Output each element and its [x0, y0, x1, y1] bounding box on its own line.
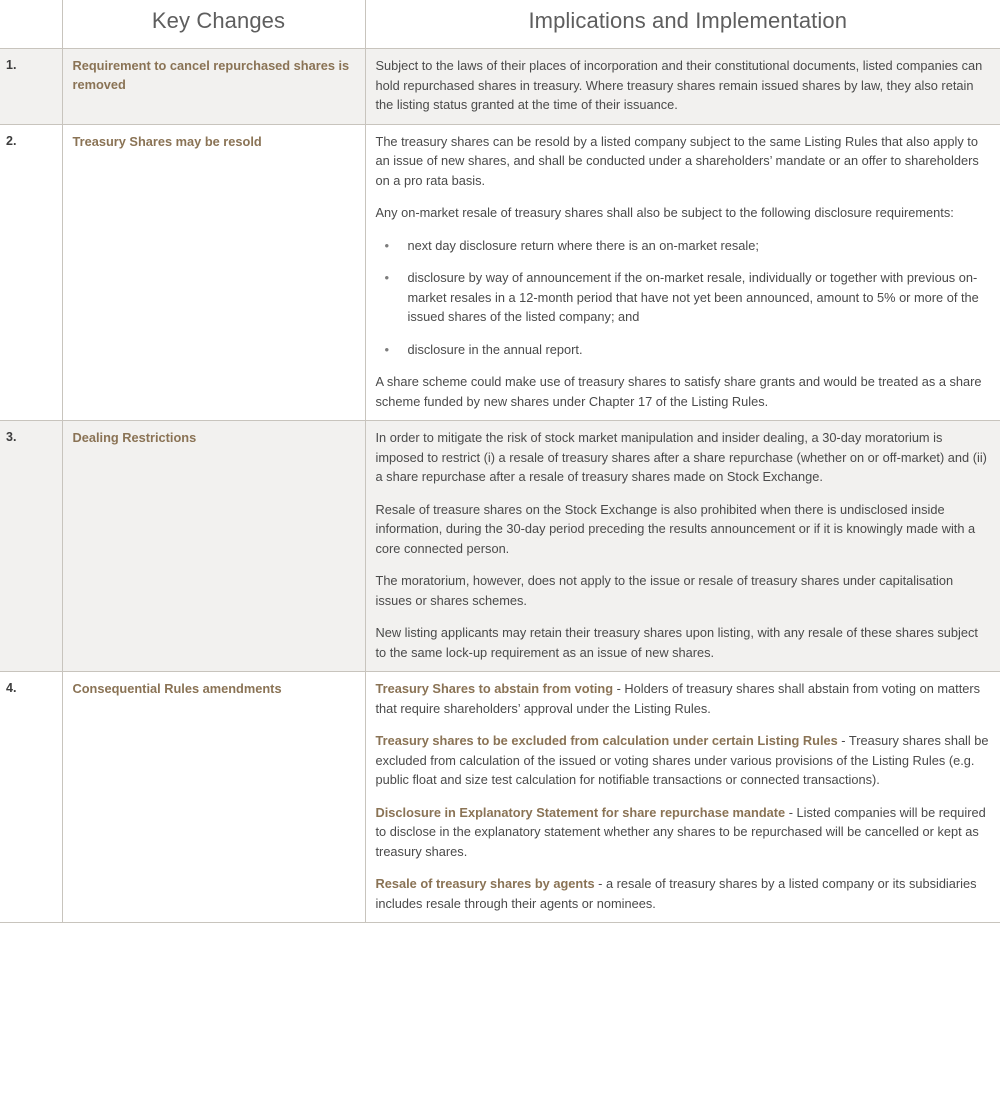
- header-number-column: [0, 0, 62, 49]
- paragraph: The treasury shares can be resold by a listed company subject to the same Listing Rules that also apply to an issue of new shares, and shall be conducted under a shareholders’ mandate or an offer to shareholders on a pro rata basis.: [375, 133, 979, 188]
- row-implications-cell: [365, 672, 1000, 923]
- lead-body-text: - Treasury shares shall be excluded from calculation of the issued or voting shares under various provisions of the Listing Rules (e.g. public float and size test calculation for notifiable transactions or connected transactions).: [375, 733, 989, 787]
- header-implications-label: Implications and Implementation: [528, 8, 848, 33]
- list-item-text: disclosure in the annual report.: [407, 341, 583, 357]
- row-key-change-cell: [62, 672, 365, 923]
- row-key-change-text: Treasury Shares may be resold: [72, 133, 262, 149]
- bullet-icon: •: [384, 270, 390, 285]
- lead-paragraph: [376, 731, 993, 790]
- bullet-list: [376, 236, 993, 360]
- lead-body-text: - Listed companies will be required to disclose in the explanatory statement whether any shares to be repurchased will be cancelled or kept as treasury shares.: [375, 804, 986, 859]
- list-item: [376, 340, 993, 360]
- paragraph: New listing applicants may retain their treasury shares upon listing, with any resale of these shares subject to the same lock-up requirement as an issue of new shares.: [375, 625, 978, 660]
- header-row: [0, 0, 1000, 49]
- table-header: [0, 0, 1000, 49]
- bullet-icon: •: [384, 237, 390, 253]
- row-key-change-text: Dealing Restrictions: [72, 430, 197, 445]
- header-key-changes-label: Key Changes: [151, 8, 286, 33]
- paragraph: A share scheme could make use of treasury shares to satisfy share grants and would be treated as a share scheme funded by new shares under Chapter 17 of the Listing Rules.: [375, 374, 982, 409]
- header-implications-column: [365, 0, 1000, 49]
- header-key-changes-column: [62, 0, 365, 49]
- lead-label: Treasury Shares to abstain from voting: [375, 681, 614, 696]
- lead-paragraph: [376, 803, 993, 862]
- row-implications-cell: [365, 124, 1000, 421]
- lead-paragraph: [376, 874, 993, 913]
- paragraph: The moratorium, however, does not apply to the issue or resale of treasury shares under capitalisation issues or shares schemes.: [375, 573, 954, 608]
- paragraph: Subject to the laws of their places of incorporation and their constitutional documents, listed companies can hold repurchased shares in treasury. Where treasury shares remain issued shares by law, they also retain the listing status granted at the time of their issuance.: [375, 58, 983, 112]
- table-row: [0, 124, 1000, 421]
- paragraph: Resale of treasure shares on the Stock Exchange is also prohibited when there is undisclosed inside information, during the 30-day period preceding the results announcement or if it is knowingly made with a core connected person.: [375, 501, 976, 556]
- row-implications-cell: [365, 421, 1000, 672]
- paragraph: Any on-market resale of treasury shares shall also be subject to the following disclosure requirements:: [375, 205, 954, 220]
- table-row: [0, 672, 1000, 923]
- bullet-icon: •: [384, 341, 390, 357]
- lead-body-text: - Holders of treasury shares shall abstain from voting on matters that require shareholders’ approval under the Listing Rules.: [375, 681, 981, 716]
- list-item: [376, 236, 993, 256]
- row-key-change-text: Consequential Rules amendments: [72, 681, 282, 696]
- lead-label: Disclosure in Explanatory Statement for share repurchase mandate: [375, 804, 786, 820]
- list-item: [376, 268, 993, 327]
- table-body: [0, 49, 1000, 923]
- lead-body-text: - a resale of treasury shares by a listed company or its subsidiaries includes resale through their agents or nominees.: [375, 876, 977, 911]
- paragraph: In order to mitigate the risk of stock market manipulation and insider dealing, a 30-day moratorium is imposed to restrict (i) a resale of treasury shares after a share repurchase (whether on or off-market) and (ii) a share repurchase after a resale of treasury shares made on Stock Exchange.: [375, 430, 987, 484]
- row-key-change-text: Requirement to cancel repurchased shares is removed: [72, 58, 350, 92]
- lead-label: Treasury shares to be excluded from calculation under certain Listing Rules: [375, 733, 838, 748]
- table-row: [0, 49, 1000, 125]
- row-number: 1.: [0, 49, 62, 125]
- row-key-change-cell: [62, 124, 365, 421]
- list-item-text: next day disclosure return where there is an on-market resale;: [407, 237, 759, 253]
- table-row: [0, 421, 1000, 672]
- row-key-change-cell: [62, 49, 365, 125]
- row-implications-cell: [365, 49, 1000, 125]
- row-number: 2.: [0, 124, 62, 421]
- row-number: 3.: [0, 421, 62, 672]
- lead-label: Resale of treasury shares by agents: [375, 876, 595, 891]
- list-item-text: disclosure by way of announcement if the on-market resale, individually or together with previous on-market resales in a 12-month period that have not yet been announced, amount to 5% or more of the issued shares of the listed company; and: [407, 270, 979, 324]
- row-key-change-cell: [62, 421, 365, 672]
- row-number: 4.: [0, 672, 62, 923]
- lead-paragraph: [376, 679, 993, 718]
